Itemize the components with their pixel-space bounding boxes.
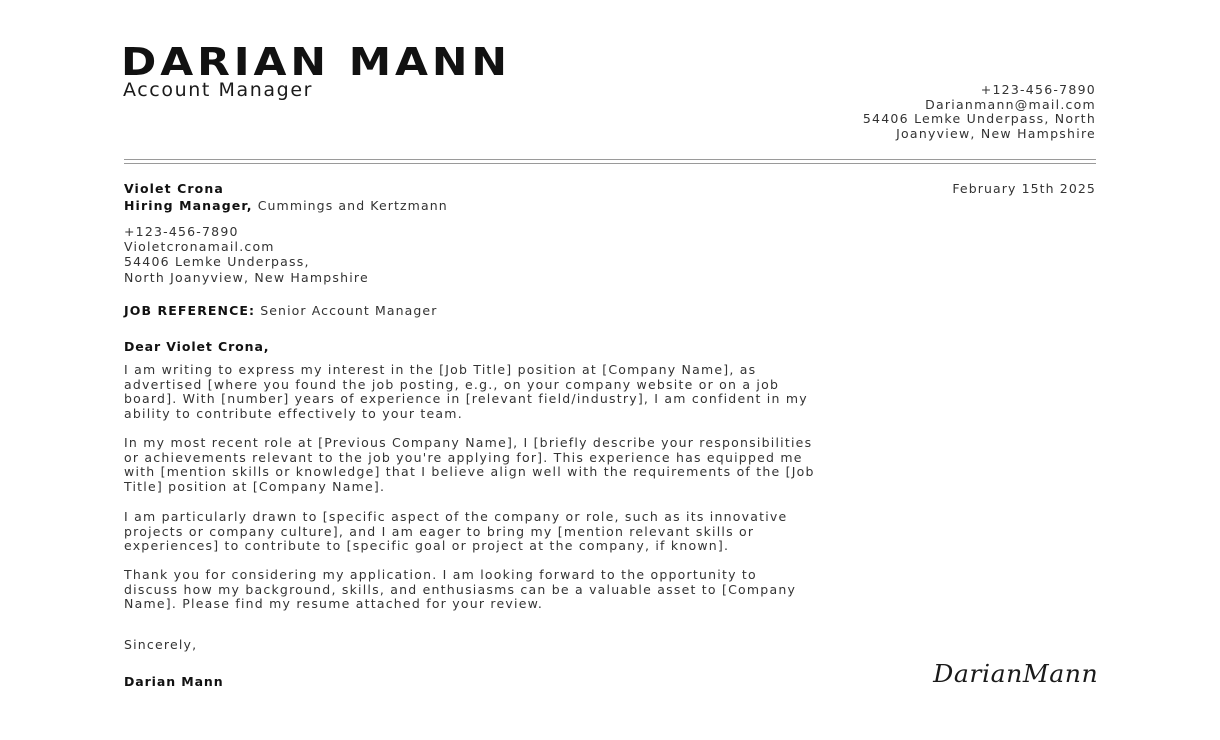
paragraph-line: with [mention skills or knowledge] that I believe align well with the requirements of the [Job (124, 464, 815, 480)
paragraph-line: discuss how my background, skills, and enthusiasms can be a valuable asset to [Company (124, 581, 797, 597)
signer-name: Darian Mann (124, 674, 224, 689)
applicant-phone: +123-456-7890 (980, 82, 1096, 97)
paragraph-line: Title] position at [Company Name]. (124, 479, 386, 495)
applicant-title: Account Manager (123, 79, 314, 101)
body-paragraph-4 (124, 568, 1104, 612)
paragraph-line: ability to contribute effectively to your team. (124, 406, 463, 422)
body-paragraph-2 (124, 436, 1104, 495)
recipient-role-line (124, 198, 448, 215)
paragraph-line: advertised [where you found the job posting, e.g., on your company website or on a job (124, 376, 780, 392)
paragraph-line: Name]. Please find my resume attached for your review. (124, 596, 544, 612)
paragraph-line: experiences] to contribute to [specific goal or project at the company, if known]. (124, 538, 730, 554)
recipient-phone: +123-456-7890 (124, 224, 239, 239)
applicant-address-line1: 54406 Lemke Underpass, North (862, 111, 1096, 127)
paragraph-line: Thank you for considering my application. I am looking forward to the opportunity to (124, 567, 757, 582)
job-reference-label: JOB REFERENCE: (124, 303, 256, 318)
recipient-address-line2: North Joanyview, New Hampshire (124, 269, 369, 285)
recipient-address-line1: 54406 Lemke Underpass, (124, 254, 310, 270)
recipient-role: Hiring Manager, (124, 197, 253, 213)
body-paragraph-3 (124, 510, 1104, 554)
paragraph-line: board]. With [number] years of experience in [relevant field/industry], I am confident in my (124, 391, 808, 407)
handwritten-signature: DarianMann (932, 660, 1098, 688)
applicant-contact (863, 83, 1096, 141)
recipient-email: Violetcronamail.com (124, 239, 275, 255)
header-divider-top (124, 159, 1096, 161)
paragraph-line: or achievements relevant to the job you're applying for]. This experience has equipped me (124, 449, 803, 465)
paragraph-line: In my most recent role at [Previous Company Name], I [briefly describe your responsibilities (124, 435, 813, 450)
letter-date: February 15th 2025 (952, 181, 1096, 196)
applicant-address-line2: Joanyview, New Hampshire (896, 125, 1096, 141)
paragraph-line: projects or company culture], and I am eager to bring my [mention relevant skills or (124, 523, 755, 539)
job-reference-value: Senior Account Manager (260, 303, 438, 318)
salutation: Dear Violet Crona, (124, 339, 270, 354)
paragraph-line: I am writing to express my interest in the [Job Title] position at [Company Name], as (124, 362, 757, 377)
job-reference (124, 303, 437, 319)
recipient-block (124, 181, 448, 214)
applicant-name: DARIAN MANN (121, 40, 511, 84)
paragraph-line: I am particularly drawn to [specific aspect of the company or role, such as its innovative (124, 509, 788, 524)
body-paragraph-1 (124, 363, 1104, 422)
recipient-contact (124, 224, 369, 285)
closing: Sincerely, (124, 637, 198, 652)
recipient-company: Cummings and Kertzmann (257, 197, 448, 213)
applicant-email: Darianmann@mail.com (925, 96, 1096, 112)
header-divider-bottom (124, 163, 1096, 165)
recipient-name: Violet Crona (124, 181, 224, 196)
